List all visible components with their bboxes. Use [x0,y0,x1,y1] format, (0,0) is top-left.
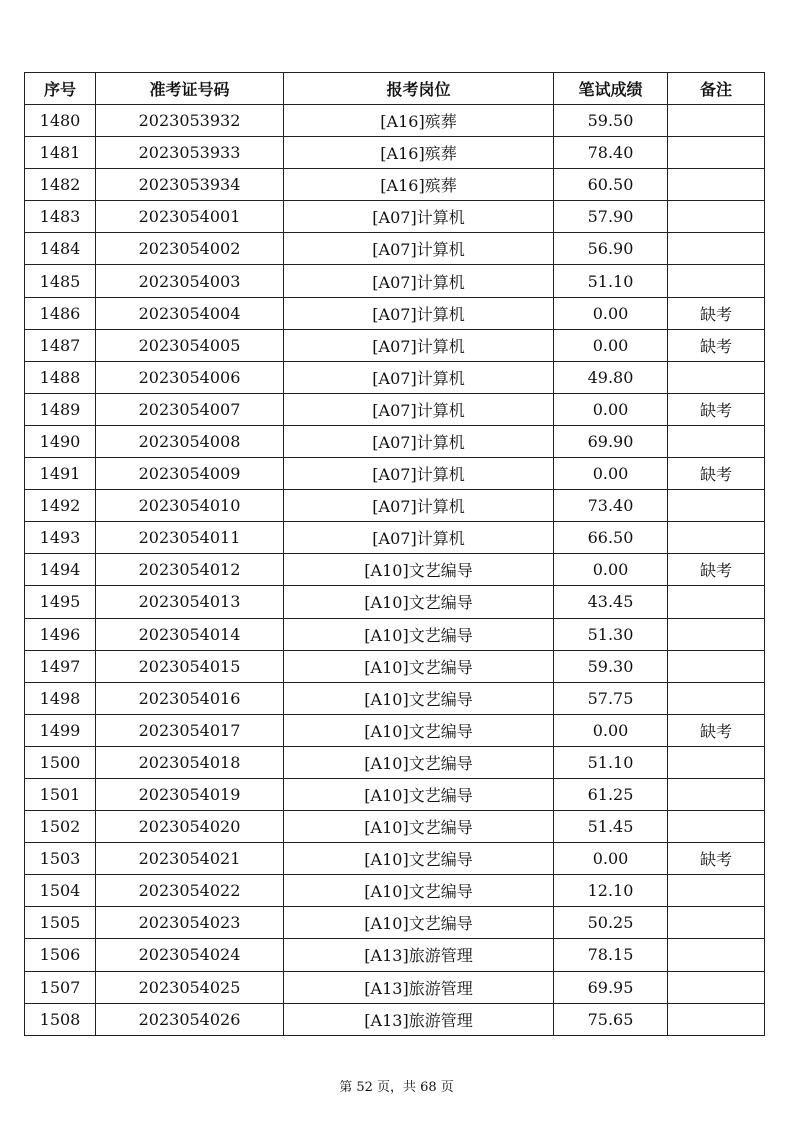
cell-remarks: 缺考 [668,554,765,586]
cell-position: [A10]文艺编导 [284,875,554,907]
cell-ticket-number: 2023054001 [96,201,284,233]
cell-position: [A10]文艺编导 [284,682,554,714]
cell-remarks: 缺考 [668,458,765,490]
cell-seq: 1482 [25,169,96,201]
header-ticket-number: 准考证号码 [96,73,284,105]
cell-written-score: 56.90 [554,233,668,265]
cell-seq: 1502 [25,811,96,843]
cell-ticket-number: 2023053934 [96,169,284,201]
cell-seq: 1500 [25,746,96,778]
cell-remarks [668,201,765,233]
cell-remarks [668,361,765,393]
cell-remarks [668,971,765,1003]
cell-ticket-number: 2023054012 [96,554,284,586]
cell-position: [A07]计算机 [284,361,554,393]
cell-ticket-number: 2023054015 [96,650,284,682]
table-row [25,554,765,586]
cell-seq: 1486 [25,297,96,329]
cell-written-score: 57.90 [554,201,668,233]
cell-seq: 1485 [25,265,96,297]
table-row [25,714,765,746]
cell-written-score: 73.40 [554,490,668,522]
cell-written-score: 0.00 [554,714,668,746]
cell-position: [A07]计算机 [284,329,554,361]
cell-ticket-number: 2023054010 [96,490,284,522]
cell-remarks [668,490,765,522]
cell-written-score: 51.10 [554,265,668,297]
cell-position: [A07]计算机 [284,490,554,522]
cell-remarks: 缺考 [668,714,765,746]
cell-position: [A10]文艺编导 [284,907,554,939]
cell-seq: 1507 [25,971,96,1003]
table-row [25,746,765,778]
cell-position: [A07]计算机 [284,425,554,457]
cell-remarks: 缺考 [668,393,765,425]
cell-seq: 1490 [25,425,96,457]
cell-ticket-number: 2023054022 [96,875,284,907]
table-row [25,105,765,137]
cell-ticket-number: 2023054006 [96,361,284,393]
cell-seq: 1504 [25,875,96,907]
cell-ticket-number: 2023054007 [96,393,284,425]
cell-seq: 1487 [25,329,96,361]
cell-written-score: 0.00 [554,554,668,586]
cell-seq: 1481 [25,137,96,169]
table-row [25,425,765,457]
cell-written-score: 0.00 [554,843,668,875]
table-row [25,169,765,201]
cell-position: [A16]殡葬 [284,169,554,201]
cell-position: [A10]文艺编导 [284,650,554,682]
cell-position: [A10]文艺编导 [284,618,554,650]
table-row [25,618,765,650]
cell-ticket-number: 2023054018 [96,746,284,778]
cell-remarks [668,522,765,554]
cell-ticket-number: 2023054017 [96,714,284,746]
cell-written-score: 51.45 [554,811,668,843]
table-row [25,297,765,329]
cell-seq: 1499 [25,714,96,746]
table-row [25,1003,765,1035]
cell-ticket-number: 2023053932 [96,105,284,137]
cell-remarks [668,682,765,714]
cell-remarks [668,650,765,682]
table-row [25,939,765,971]
cell-seq: 1494 [25,554,96,586]
cell-remarks: 缺考 [668,329,765,361]
header-position: 报考岗位 [284,73,554,105]
cell-remarks [668,746,765,778]
cell-position: [A13]旅游管理 [284,1003,554,1035]
cell-written-score: 51.30 [554,618,668,650]
cell-remarks [668,265,765,297]
cell-remarks: 缺考 [668,843,765,875]
cell-remarks [668,425,765,457]
cell-ticket-number: 2023054003 [96,265,284,297]
cell-written-score: 50.25 [554,907,668,939]
cell-ticket-number: 2023054002 [96,233,284,265]
table-row [25,393,765,425]
table-row [25,811,765,843]
cell-ticket-number: 2023054014 [96,618,284,650]
table-row [25,875,765,907]
table-row [25,778,765,810]
cell-ticket-number: 2023054019 [96,778,284,810]
cell-ticket-number: 2023054025 [96,971,284,1003]
cell-remarks [668,939,765,971]
cell-seq: 1483 [25,201,96,233]
cell-position: [A10]文艺编导 [284,811,554,843]
cell-seq: 1501 [25,778,96,810]
cell-position: [A07]计算机 [284,233,554,265]
cell-position: [A10]文艺编导 [284,714,554,746]
page-footer: 第 52 页，共 68 页 [339,1080,454,1095]
cell-remarks [668,233,765,265]
cell-remarks [668,1003,765,1035]
table-row [25,329,765,361]
cell-seq: 1484 [25,233,96,265]
cell-seq: 1493 [25,522,96,554]
table-row [25,490,765,522]
table-row [25,522,765,554]
table-row [25,650,765,682]
cell-position: [A10]文艺编导 [284,843,554,875]
cell-ticket-number: 2023054023 [96,907,284,939]
cell-position: [A10]文艺编导 [284,586,554,618]
cell-written-score: 59.50 [554,105,668,137]
cell-position: [A16]殡葬 [284,105,554,137]
table-row [25,137,765,169]
cell-remarks [668,875,765,907]
cell-position: [A07]计算机 [284,201,554,233]
cell-remarks [668,811,765,843]
table-row [25,458,765,490]
cell-ticket-number: 2023054021 [96,843,284,875]
header-remarks: 备注 [668,73,765,105]
cell-ticket-number: 2023054008 [96,425,284,457]
header-seq: 序号 [25,73,96,105]
cell-written-score: 0.00 [554,297,668,329]
cell-seq: 1508 [25,1003,96,1035]
cell-remarks [668,105,765,137]
cell-ticket-number: 2023053933 [96,137,284,169]
cell-position: [A07]计算机 [284,458,554,490]
table-row [25,265,765,297]
table-row [25,361,765,393]
cell-seq: 1489 [25,393,96,425]
cell-ticket-number: 2023054020 [96,811,284,843]
cell-position: [A07]计算机 [284,522,554,554]
header-written-score: 笔试成绩 [554,73,668,105]
cell-ticket-number: 2023054013 [96,586,284,618]
cell-written-score: 78.40 [554,137,668,169]
cell-written-score: 57.75 [554,682,668,714]
cell-remarks [668,618,765,650]
table-row [25,201,765,233]
cell-written-score: 12.10 [554,875,668,907]
cell-position: [A10]文艺编导 [284,746,554,778]
cell-position: [A10]文艺编导 [284,778,554,810]
cell-remarks [668,137,765,169]
cell-seq: 1491 [25,458,96,490]
cell-seq: 1505 [25,907,96,939]
cell-seq: 1480 [25,105,96,137]
cell-seq: 1498 [25,682,96,714]
cell-seq: 1496 [25,618,96,650]
cell-remarks [668,586,765,618]
cell-seq: 1497 [25,650,96,682]
cell-written-score: 0.00 [554,393,668,425]
cell-remarks: 缺考 [668,297,765,329]
cell-position: [A07]计算机 [284,297,554,329]
table-row [25,843,765,875]
cell-ticket-number: 2023054004 [96,297,284,329]
cell-written-score: 43.45 [554,586,668,618]
score-table [24,72,765,1036]
cell-ticket-number: 2023054009 [96,458,284,490]
table-row [25,907,765,939]
cell-position: [A10]文艺编导 [284,554,554,586]
cell-remarks [668,907,765,939]
cell-remarks [668,169,765,201]
cell-written-score: 75.65 [554,1003,668,1035]
cell-written-score: 61.25 [554,778,668,810]
cell-written-score: 78.15 [554,939,668,971]
cell-written-score: 49.80 [554,361,668,393]
table-row [25,971,765,1003]
cell-seq: 1503 [25,843,96,875]
cell-written-score: 60.50 [554,169,668,201]
cell-ticket-number: 2023054024 [96,939,284,971]
cell-written-score: 59.30 [554,650,668,682]
cell-ticket-number: 2023054016 [96,682,284,714]
table-body [25,105,765,1036]
header-row [25,73,765,105]
cell-seq: 1488 [25,361,96,393]
cell-ticket-number: 2023054011 [96,522,284,554]
cell-written-score: 66.50 [554,522,668,554]
cell-position: [A16]殡葬 [284,137,554,169]
cell-seq: 1506 [25,939,96,971]
cell-seq: 1492 [25,490,96,522]
table-row [25,233,765,265]
cell-seq: 1495 [25,586,96,618]
table-row [25,682,765,714]
cell-ticket-number: 2023054026 [96,1003,284,1035]
cell-written-score: 69.90 [554,425,668,457]
cell-written-score: 0.00 [554,329,668,361]
cell-written-score: 51.10 [554,746,668,778]
cell-remarks [668,778,765,810]
cell-position: [A07]计算机 [284,393,554,425]
cell-position: [A13]旅游管理 [284,971,554,1003]
table-row [25,586,765,618]
cell-position: [A13]旅游管理 [284,939,554,971]
cell-written-score: 0.00 [554,458,668,490]
cell-written-score: 69.95 [554,971,668,1003]
cell-position: [A07]计算机 [284,265,554,297]
cell-ticket-number: 2023054005 [96,329,284,361]
